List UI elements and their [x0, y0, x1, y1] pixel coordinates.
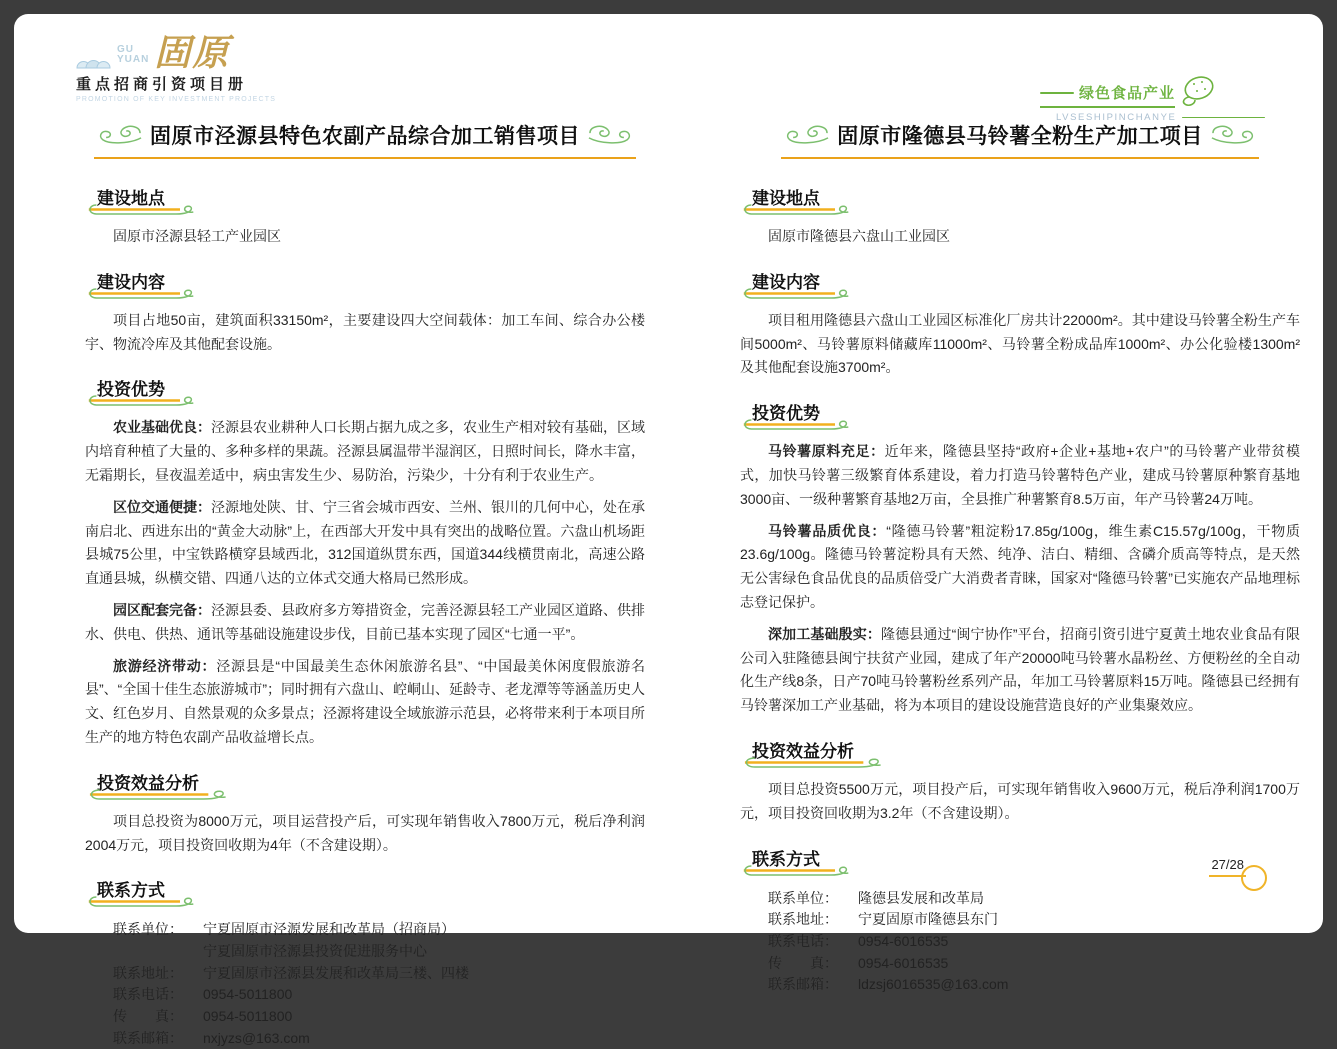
- advantage-lead: 马铃薯原料充足：: [768, 443, 885, 460]
- contact-row: [113, 1006, 645, 1028]
- category-label: 绿色食品产业: [1079, 85, 1176, 102]
- advantage-paragraph: [85, 496, 645, 591]
- cloud-ornament-icon: [1211, 123, 1255, 147]
- advantage-text: 隆德县通过“闽宁协作”平台，招商引资引进宁夏黄土地农业食品有限公司入驻隆德县闽宁扶贫产业园，建成了年产20000吨马铃薯水晶粉丝、方便粉丝的全自动化生产线8条，日产70吨马铃薯粉丝系列产品，年加工马铃薯原料15万吨。隆德县已经拥有马铃薯深加工产业基础，将为本项目的建设设施营造良好的产业集聚效应。: [740, 625, 1300, 714]
- contact-row: [768, 931, 1300, 953]
- contact-block: [740, 888, 1300, 996]
- section-heading-location: 建设地点: [740, 184, 826, 217]
- swirl-underline-icon: [740, 419, 854, 432]
- cloud-ornament-icon: [588, 123, 632, 147]
- section-heading-contact: 联系方式: [740, 845, 826, 878]
- advantage-lead: 农业基础优良：: [113, 419, 211, 436]
- brand-pinyin-line1: GU: [117, 43, 134, 55]
- contact-value: 0954-5011800: [203, 1008, 293, 1025]
- contact-label: 联系地址：: [113, 964, 183, 981]
- category-line-right: [1182, 117, 1265, 119]
- page-circle-icon: [1241, 865, 1267, 891]
- contact-label: 传 真：: [768, 954, 838, 971]
- brand-name: 固原: [154, 32, 231, 74]
- two-page-spread: [14, 120, 1323, 1049]
- contact-row: [768, 974, 1300, 996]
- section-heading-advantages: 投资优势: [740, 399, 826, 432]
- contact-row: [768, 909, 1300, 931]
- project-page-left: [85, 120, 645, 1049]
- advantage-text: 近年来，隆德县坚持“政府+企业+基地+农户”的马铃薯产业带贫模式，加快马铃薯三级繁育体系建设，着力打造马铃薯特色产业，建成马铃薯原种繁育基地3000亩、一级种薯繁育基地2万亩，全县推广种薯繁育8.5万亩，年产马铃薯24万吨。: [740, 443, 1301, 507]
- swirl-underline-icon: [85, 204, 199, 217]
- contact-label: 联系邮箱：: [113, 1029, 183, 1046]
- advantage-paragraph: [85, 416, 645, 487]
- content-text: 项目占地50亩，建筑面积33150m²，主要建设四大空间载体：加工车间、综合办公楼宇、物流冷库及其他配套设施。: [85, 311, 645, 352]
- advantage-lead: 园区配套完备：: [113, 601, 211, 618]
- advantage-paragraph: [740, 440, 1300, 511]
- swirl-underline-icon: [740, 204, 854, 217]
- contact-label: 联系邮箱：: [768, 976, 838, 993]
- category-line-left: [1040, 92, 1074, 94]
- section-heading-content: 建设内容: [85, 268, 171, 301]
- contact-row: [113, 963, 645, 985]
- contact-label: [113, 941, 203, 963]
- contact-block: [85, 919, 645, 1049]
- potato-icon: [1177, 74, 1217, 108]
- cloud-ornament-icon: [785, 123, 829, 147]
- contact-row: [113, 919, 645, 941]
- contact-value: 宁夏固原市泾源县投资促进服务中心: [203, 943, 427, 960]
- section-heading-content: 建设内容: [740, 268, 826, 301]
- swirl-underline-icon: [85, 789, 233, 802]
- section-heading-benefit: 投资效益分析: [85, 769, 205, 802]
- contact-label: 联系单位：: [768, 889, 838, 906]
- location-text: 固原市泾源县轻工产业园区: [113, 228, 281, 244]
- contact-row: [768, 953, 1300, 975]
- advantage-paragraph: [740, 520, 1300, 615]
- contact-label: 联系单位：: [113, 921, 183, 938]
- contact-label: 传 真：: [113, 1008, 183, 1025]
- contact-value: 宁夏固原市隆德县东门: [858, 911, 998, 928]
- advantage-text: 泾源县委、县政府多方筹措资金，完善泾源县轻工产业园区道路、供排水、供电、供热、通讯等基础设施建设步伐，目前已基本实现了园区“七通一平”。: [85, 601, 645, 642]
- advantage-paragraph: [85, 655, 645, 750]
- section-heading-advantages: 投资优势: [85, 375, 171, 408]
- header: [14, 14, 1323, 123]
- location-text: 固原市隆德县六盘山工业园区: [768, 228, 950, 244]
- booklet-subtitle: PROMOTION OF KEY INVESTMENT PROJECTS: [76, 95, 277, 103]
- brand-logo: [76, 32, 277, 103]
- swirl-underline-icon: [740, 865, 854, 878]
- contact-value: 0954-6016535: [858, 954, 949, 971]
- contact-value: nxjyzs@163.com: [203, 1029, 310, 1046]
- advantage-text: “隆德马铃薯”粗淀粉17.85g/100g，维生素C15.57g/100g，干物质23.6g/100g。隆德马铃薯淀粉具有天然、纯净、洁白、精细、含磷介质高等特点，是天然无公害绿色食品优良的品质倍受广大消费者青睐，国家对“隆德马铃薯”已实施农产品地理标志登记保护。: [740, 522, 1300, 610]
- brand-pinyin-line2: YUAN: [117, 54, 150, 66]
- contact-value: ldzsj6016535@163.com: [858, 976, 1009, 993]
- advantage-text: 泾源地处陕、甘、宁三省会城市西安、兰州、银川的几何中心，处在承南启北、西进东出的“黄金大动脉”上，在西部大开发中具有突出的战略位置。六盘山机场距县城75公里，中宝铁路横穿县域西北，312国道纵贯东西，国道344线横贯南北，高速公路直通县城，纵横交错、四通八达的立体式交通大格局已然形成。: [85, 498, 645, 587]
- cloud-ornament-icon: [98, 123, 142, 147]
- advantage-paragraph: [740, 623, 1300, 718]
- contact-row: [113, 941, 645, 963]
- advantage-lead: 深加工基础殷实：: [768, 625, 881, 642]
- mountains-icon: [76, 56, 112, 69]
- contact-label: 联系电话：: [113, 986, 183, 1003]
- contact-row: [113, 984, 645, 1006]
- page-title: [781, 120, 1259, 159]
- category-pinyin: LVSESHIPINCHANYE: [1056, 112, 1177, 123]
- section-heading-contact: 联系方式: [85, 876, 171, 909]
- page-number: 27/28: [1209, 857, 1246, 877]
- content-text: 项目租用隆德县六盘山工业园区标准化厂房共计22000m²。其中建设马铃薯全粉生产车间5000m²、马铃薯原料储藏库11000m²、马铃薯全粉成品库1000m²、办公化验楼1300m²及其他配套设施3700m²。: [740, 311, 1300, 376]
- contact-value: 宁夏固原市泾源发展和改革局（招商局）: [203, 921, 455, 938]
- project-title: 固原市隆德县马铃薯全粉生产加工项目: [837, 125, 1203, 148]
- contact-label: 联系电话：: [768, 932, 838, 949]
- swirl-underline-icon: [740, 757, 888, 770]
- swirl-underline-icon: [85, 288, 199, 301]
- contact-value: 宁夏固原市泾源县发展和改革局三楼、四楼: [203, 964, 469, 981]
- advantage-text: 泾源县农业耕种人口长期占据九成之多，农业生产相对较有基础，区域内培育种植了大量的、多种多样的果蔬。泾源县属温带半湿润区，日照时间长，降水丰富，无霜期长，昼夜温差适中，病虫害发生少、易防治，污染少，十分有利于农业生产。: [85, 419, 645, 483]
- contact-value: 0954-6016535: [858, 932, 949, 949]
- booklet-spread: [14, 14, 1323, 1046]
- swirl-underline-icon: [740, 288, 854, 301]
- contact-row: [113, 1028, 645, 1049]
- section-heading-location: 建设地点: [85, 184, 171, 217]
- category-badge: [1040, 74, 1265, 123]
- booklet-title: 重点招商引资项目册: [76, 74, 248, 93]
- swirl-underline-icon: [85, 896, 199, 909]
- contact-value: 0954-5011800: [203, 986, 293, 1003]
- contact-value: 隆德县发展和改革局: [858, 889, 984, 906]
- advantage-paragraph: [85, 599, 645, 647]
- contact-label: 联系地址：: [768, 911, 838, 928]
- advantage-lead: 旅游经济带动：: [113, 657, 217, 674]
- benefit-text: 项目总投资为8000万元，项目运营投产后，可实现年销售收入7800万元，税后净利润2004万元，项目投资回收期为4年（不含建设期）。: [85, 812, 645, 853]
- advantage-text: 泾源县是“中国最美生态休闲旅游名县”、“中国最美休闲度假旅游名县”、“全国十佳生态旅游城市”；同时拥有六盘山、崆峒山、延龄寺、老龙潭等等涵盖历史人文、红色岁月、自然景观的众多景点；泾源将建设全域旅游示范县，必将带来利于本项目所生产的地方特色农副产品收益增长点。: [85, 657, 645, 745]
- footer: [1209, 857, 1267, 891]
- section-heading-benefit: 投资效益分析: [740, 737, 860, 770]
- swirl-underline-icon: [85, 395, 199, 408]
- brand-pinyin: [117, 45, 149, 69]
- benefit-text: 项目总投资5500万元，项目投产后，可实现年销售收入9600万元，税后净利润1700万元，项目投资回收期为3.2年（不含建设期）。: [740, 780, 1300, 821]
- advantage-lead: 区位交通便捷：: [113, 498, 211, 515]
- page-title: [94, 120, 636, 159]
- advantage-lead: 马铃薯品质优良：: [768, 522, 887, 539]
- project-title: 固原市泾源县特色农副产品综合加工销售项目: [150, 125, 580, 148]
